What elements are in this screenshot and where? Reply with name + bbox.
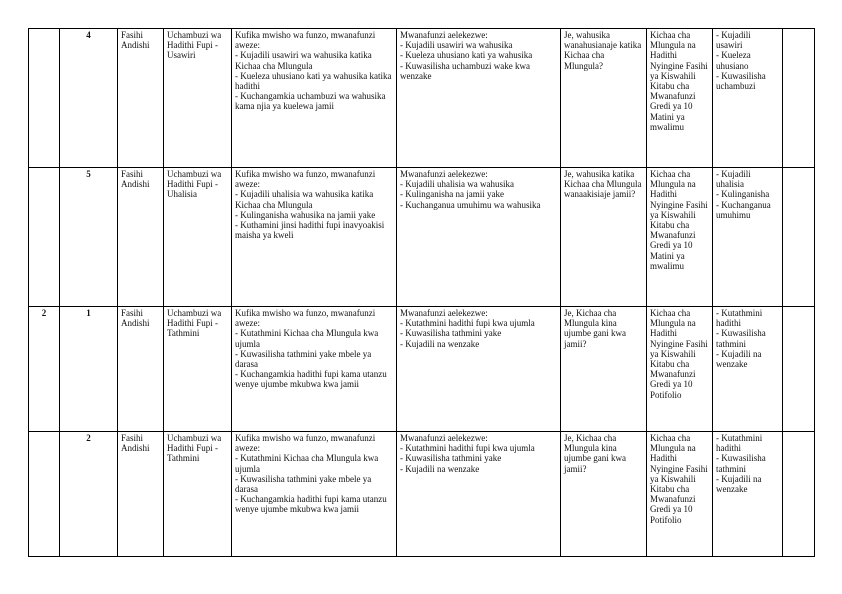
assessment-line: - Kuwasilisha uchambuzi (716, 70, 766, 92)
assessment-line: - Kujadili usawiri (716, 30, 751, 51)
assessment-line: - Kutathmini hadithi (716, 433, 763, 454)
learning-experiences-cell (397, 307, 561, 432)
learning-experiences-cell (397, 168, 561, 307)
week-cell (29, 168, 60, 307)
learning-experiences-cell (397, 29, 561, 168)
lesson-cell: 1 (60, 307, 118, 432)
strand-cell: Fasihi Andishi (118, 168, 164, 307)
experiences-line: Mwanafunzi aelekezwe: (400, 433, 488, 443)
substrand-cell: Uchambuzi wa Hadithi Fupi - Uhalisia (164, 168, 232, 307)
key-inquiry-question-cell: Je, Kichaa cha Mlungula kina ujumbe gani kwa jamii? (561, 432, 647, 557)
experiences-line: Mwanafunzi aelekezwe: (400, 308, 488, 318)
outcomes-line: - Kujadili usawiri wa wahusika katika Kichaa cha Mlungula (235, 50, 372, 71)
outcomes-line: - Kutathmini Kichaa cha Mlungula kwa ujumla (235, 453, 379, 474)
outcomes-line: - Kuchangamkia hadithi fupi kama utanzu wenye ujumbe mkubwa kwa jamii (235, 494, 387, 515)
learning-experiences-cell (397, 432, 561, 557)
table-row (29, 432, 815, 557)
experiences-line: - Kuchanganua umuhimu wa wahusika (400, 199, 541, 210)
learning-outcomes-cell (232, 307, 397, 432)
table-row (29, 29, 815, 168)
scheme-of-work-table (28, 28, 815, 557)
lesson-cell: 5 (60, 168, 118, 307)
assessment-line: - Kujadili na wenzake (716, 473, 762, 495)
outcomes-line: - Kuchangamkia hadithi fupi kama utanzu wenye ujumbe mkubwa kwa jamii (235, 369, 387, 390)
outcomes-line: Kufika mwisho wa funzo, mwanafunzi aweze: (235, 308, 376, 329)
learning-outcomes-cell (232, 432, 397, 557)
lesson-cell: 2 (60, 432, 118, 557)
remarks-cell (783, 432, 815, 557)
learning-outcomes-cell (232, 29, 397, 168)
substrand-cell: Uchambuzi wa Hadithi Fupi - Usawiri (164, 29, 232, 168)
outcomes-line: - Kueleza uhusiano kati ya wahusika katika hadithi (235, 70, 392, 92)
learning-outcomes-cell (232, 168, 397, 307)
experiences-line: - Kuwasilisha tathmini yake (400, 453, 502, 464)
assessment-cell (713, 29, 783, 168)
outcomes-line: - Kuchangamkia uchambuzi wa wahusika kama njia ya kuelewa jamii (235, 91, 386, 112)
week-cell (29, 29, 60, 168)
experiences-line: - Kujadili na wenzake (400, 463, 480, 474)
experiences-line: - Kujadili uhalisia wa wahusika (400, 179, 514, 190)
key-inquiry-question-cell: Je, Kichaa cha Mlungula kina ujumbe gani kwa jamii? (561, 307, 647, 432)
key-inquiry-question-cell: Je, wahusika wanahusianaje katika Kichaa cha Mlungula? (561, 29, 647, 168)
experiences-line: - Kutathmini hadithi fupi kwa ujumla (400, 318, 535, 329)
week-cell (29, 432, 60, 557)
assessment-cell (713, 432, 783, 557)
assessment-line: - Kueleza uhusiano (716, 50, 751, 71)
learning-resources-cell: Kichaa cha Mlungula na Hadithi Nyingine Fasihi ya Kiswahili Kitabu cha Mwanafunzi Gredi ya 10 Potifolio (647, 432, 713, 557)
strand-cell: Fasihi Andishi (118, 307, 164, 432)
experiences-line: - Kulinganisha na jamii yake (400, 189, 504, 200)
remarks-cell (783, 168, 815, 307)
experiences-line: - Kueleza uhusiano kati ya wahusika (400, 50, 533, 61)
outcomes-line: - Kutathmini Kichaa cha Mlungula kwa ujumla (235, 328, 379, 349)
assessment-line: - Kuwasilisha tathmini (716, 328, 766, 349)
assessment-line: - Kulinganisha (716, 189, 770, 200)
substrand-cell: Uchambuzi wa Hadithi Fupi - Tathmini (164, 307, 232, 432)
outcomes-line: Kufika mwisho wa funzo, mwanafunzi aweze: (235, 169, 376, 190)
outcomes-line: - Kuwasilisha tathmini yake mbele ya darasa (235, 348, 372, 370)
table-row (29, 168, 815, 307)
strand-cell: Fasihi Andishi (118, 29, 164, 168)
substrand-cell: Uchambuzi wa Hadithi Fupi - Tathmini (164, 432, 232, 557)
outcomes-line: Kufika mwisho wa funzo, mwanafunzi aweze: (235, 30, 376, 51)
assessment-cell (713, 168, 783, 307)
assessment-line: - Kutathmini hadithi (716, 308, 763, 329)
experiences-line: - Kuwasilisha tathmini yake (400, 328, 502, 339)
experiences-line: Mwanafunzi aelekezwe: (400, 30, 488, 40)
experiences-line: - Kujadili usawiri wa wahusika (400, 40, 513, 51)
week-cell: 2 (29, 307, 60, 432)
lesson-cell: 4 (60, 29, 118, 168)
remarks-cell (783, 307, 815, 432)
outcomes-line: Kufika mwisho wa funzo, mwanafunzi aweze: (235, 433, 376, 454)
experiences-line: - Kujadili na wenzake (400, 338, 480, 349)
assessment-line: - Kuwasilisha tathmini (716, 453, 766, 474)
learning-resources-cell: Kichaa cha Mlungula na Hadithi Nyingine Fasihi ya Kiswahili Kitabu cha Mwanafunzi Gredi ya 10 Potifolio (647, 307, 713, 432)
assessment-cell (713, 307, 783, 432)
learning-resources-cell: Kichaa cha Mlungula na Hadithi Nyingine Fasihi ya Kiswahili Kitabu cha Mwanafunzi Gredi ya 10 Matini ya mwalimu (647, 168, 713, 307)
assessment-line: - Kuchanganua umuhimu (716, 199, 771, 220)
table-row (29, 307, 815, 432)
experiences-line: Mwanafunzi aelekezwe: (400, 169, 488, 179)
learning-resources-cell: Kichaa cha Mlungula na Hadithi Nyingine Fasihi ya Kiswahili Kitabu cha Mwanafunzi Gredi ya 10 Matini ya mwalimu (647, 29, 713, 168)
outcomes-line: - Kuwasilisha tathmini yake mbele ya darasa (235, 473, 372, 495)
experiences-line: - Kuwasilisha uchambuzi wake kwa wenzake (400, 60, 530, 81)
outcomes-line: - Kujadili uhalisia wa wahusika katika Kichaa cha Mlungula (235, 189, 374, 210)
remarks-cell (783, 29, 815, 168)
outcomes-line: - Kulinganisha wahusika na jamii yake (235, 209, 376, 220)
assessment-line: - Kujadili uhalisia (716, 169, 751, 190)
strand-cell: Fasihi Andishi (118, 432, 164, 557)
outcomes-line: - Kuthamini jinsi hadithi fupi inavyoakisi maisha ya kweli (235, 220, 385, 241)
assessment-line: - Kujadili na wenzake (716, 348, 762, 370)
scheme-of-work-page (28, 28, 815, 557)
experiences-line: - Kutathmini hadithi fupi kwa ujumla (400, 443, 535, 454)
key-inquiry-question-cell: Je, wahusika katika Kichaa cha Mlungula wanaakisiaje jamii? (561, 168, 647, 307)
